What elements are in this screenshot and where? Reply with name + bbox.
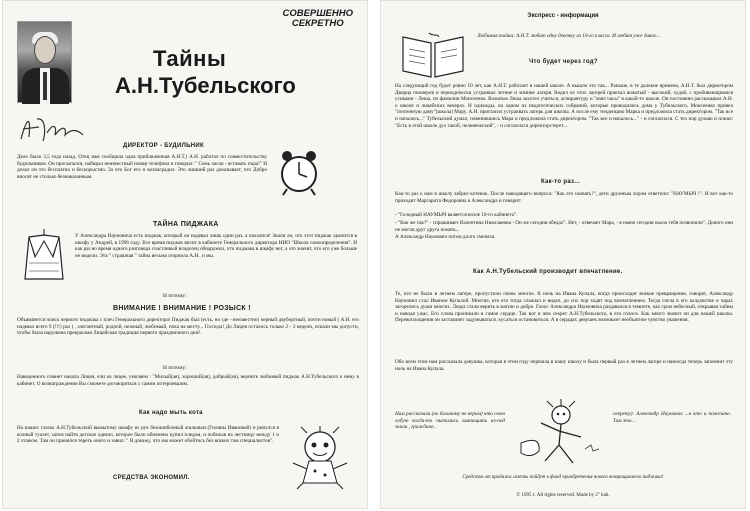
q3-title: Как А.Н.Тубельский производит впечатление. — [473, 269, 623, 275]
section2-after: И потому: — [163, 293, 187, 299]
quote-left: Нам рассказали (но больному не верим) что свою лобую когда-то пытались вытащить из-под земли , граждане.. — [395, 411, 505, 431]
quote-right: секрету): Александр Наумович ...я кто и пожешно. Там это... — [613, 411, 731, 424]
q2-title: Как-то раз... — [541, 179, 581, 185]
section3-text: Объявляется поиск черного пиджака с плеч Генерального директора! Пиджак был (есть, но где - неизвестно) черный двубортный, почти новый ( А.Н. его надевал всего 9 (!!!) раз ) , элегантный, родной, нежный, любимый, пока на месту... Господа! До Лицея осталось только 2 - 3 недели, искали мы допусти, чтобы была нарушена прекрасная Лицейская традиция первого праздничного дня?. — [17, 317, 359, 337]
open-book-icon — [399, 31, 467, 81]
stamp-top-secret — [282, 9, 353, 29]
jacket-icon — [21, 227, 67, 283]
section1-text: Дело было 3,5 года назад. Отец нам сообщила одна приближенная А.Н.Т.) А.Н. работал по совместительству будильником. Он просыпался, набирал неизвестный номер телефона и говорил: " Семь часов - вставать пора!" И делал он это бесплатно и бескорыстно. За что Бог его и вознаградил. Это лишний раз доказывает, что Добро вносят не столько безнаказанным. — [17, 154, 267, 180]
copyright: © 1995 г. All rights reserved. Made by 2" kah. — [516, 493, 610, 498]
q2-dialog3: А Александр Наумович потом долго смеялся. — [395, 234, 496, 240]
q2-text: Как-то раз к нам в школу забрел котенок. После наводящего вопроса: "Как его назвать?", дети дружным хором ответили: "НАУМЫЧ !". И вот как-то приходит Маргарита Федоровна в Александра и говорит: — [395, 191, 733, 204]
section5-footer: СРЕДСТВА ЭКОНОМИЛ. — [113, 475, 190, 481]
attention-heading: ВНИМАНИЕ ! ВНИМАНИЕ ! РОЗЫСК ! — [113, 305, 251, 312]
page-title-line2: А.Н.Тубельского — [115, 73, 296, 98]
stamp-line1: СОВЕРШЕННО — [282, 8, 353, 19]
section3-after: И потому: — [163, 365, 187, 371]
section4-text: Наведенного сомнет начала Лицея, ели на лицее, умоляем : "Милый(ая), хороший(ая), добрый(ая), верните любимый пиджак А.Н.Тубельского к нему в кабинет. О вознаграждении Вы сможете договориться с самим потерпевшим. — [17, 374, 359, 387]
signature-image — [17, 113, 87, 145]
page-title-line1: Тайны — [153, 46, 227, 71]
section5-title: Как надо мыть кота — [139, 410, 203, 416]
cartoon-creature-icon — [285, 425, 355, 491]
right-header: Экспресс - информация — [527, 13, 599, 19]
director-photo — [17, 21, 72, 103]
alarm-clock-icon — [275, 147, 323, 197]
right-footer: Средства от продажи газеты пойдут в фонд приобретения нового возвращаемого пиджака! — [462, 475, 664, 480]
q1-title: Что будет через год? — [529, 59, 598, 65]
section2-title: ТАЙНА ПИДЖАКА — [153, 221, 219, 228]
running-figure-icon — [511, 399, 611, 469]
stamp-line2: СЕКРЕТНО — [291, 18, 344, 29]
section5-text: На наших глазах А.Н.Тубельский вымытому шкафу из рук безошибочный жильным (Гиляны Ивановой) и ринулся в колный туалет, затем найти детское одеяло, которое было обменено купил пледом, и побежав на лестницу между 1 и 2 этажом. Там он принялся тереть оного и завил: " Я докажу, что мы может обойтись без всяких там специалистов". — [17, 425, 279, 445]
love-text: Любимая тайна: А.Н.Т. любит одну девочку из 10-го класса. И любит уже давно... — [477, 33, 661, 39]
q3-text: Те, кто не были в летнем лагере, пропустили очень многое. В ночь на Ивана Купала, когда происходят всякие превращения, говорят, Александр Наумович стал Иваном Купалой. Многие, кто его тогда слышал и видел, до сих пор ходят под впечатлением. Тогда спела в его колдовстве и чарах загорелись души многих. Люди стали верить в магию и добро. Голос Александра Наумовича раздавался в темноте, как гром небесный, открывая тайны и наводя ужас. Его слова проникали в самое сердце. Так вот в чем секрет А.Н.Тубельского, в его голосе. Как много значит он для нашей школы. Перевоплощения он заставляет задумываться, кусаться остановиться. А в сердцах девушек возникает необъятное чувство уважения. — [395, 291, 733, 324]
section1-title: ДИРЕКТОР - БУДИЛЬНИК — [123, 143, 204, 149]
left-page — [2, 0, 368, 509]
section2-text: У Александра Наумовича есть пиджак, который он надевал лишь один раз, а поклялся! Знали ли, что этот пиджак хранится в шкафу у Андрей, в 1996 году. Все время пиджак висит в кабинете Генерального директора НИО "Школа самоопределения". И как раз во время одного разговора счастливый владелец обнаружил, что пиджака в шкафу нет, а это значит, что его уже больше не видели. Эта " страшная " тайна весьма огорчила А.Н., и мы. — [75, 233, 357, 259]
q3-text2: Обо всем этом нам рассказала девушка, которая в этом году перешла в нашу школу и была первый раз в летнем лагере и навсегда теперь запомнит эту ночь на Ивана Купала. — [395, 359, 733, 372]
q2-dialog2: - "Как же так?" - спрашивает Валентина Николаевна - Он же сегодня обедал". Нет, - отвечает Мара, - я имею сегодня около тебя позвонили". Доного они не могли друг друга понять... — [395, 220, 733, 233]
q2-dialog1: - "Голодный НАУМЫЧ валяется возле 10-го кабинета". — [395, 212, 518, 218]
q1-text: На следующий год будет ровно 10 лет, как А.Н.Т. работает в нашей школе. А вышло это так... Раньше, в те далекие времена, А.Н.Т. был директором Дворца пионеров и периодически устраивал летние и зимние лагеря. Водил из этих лагерей приехал вожатый - высокий, худой, с пробивающимися усиками - Леша, по фамилии Моисеенко. Вожатые Леша захотел учиться, аспирантуру и "взял часы" в какой-то школе. Он постоянно рассказывал А.Н. о школе и лицейских вечерах. И однажды, на одном из педагогических собраний, которые проводились дома у Тубельского, Моисеенко привел "почтенную даму"(школа) Мару. А.Н. пригласил устраивать лагерь для школы. А после ему тенденцию Марка и предложила стать директором. "Так все и начались..." Тубельский думал, повинившись Мара и предложила стать директором. "Так все и началось..." - и согласился. С тех пор думаю и понял: "Есть в этой школе дух такой, человеческий", - и согласился директорствует... — [395, 83, 733, 129]
right-page — [380, 0, 746, 509]
